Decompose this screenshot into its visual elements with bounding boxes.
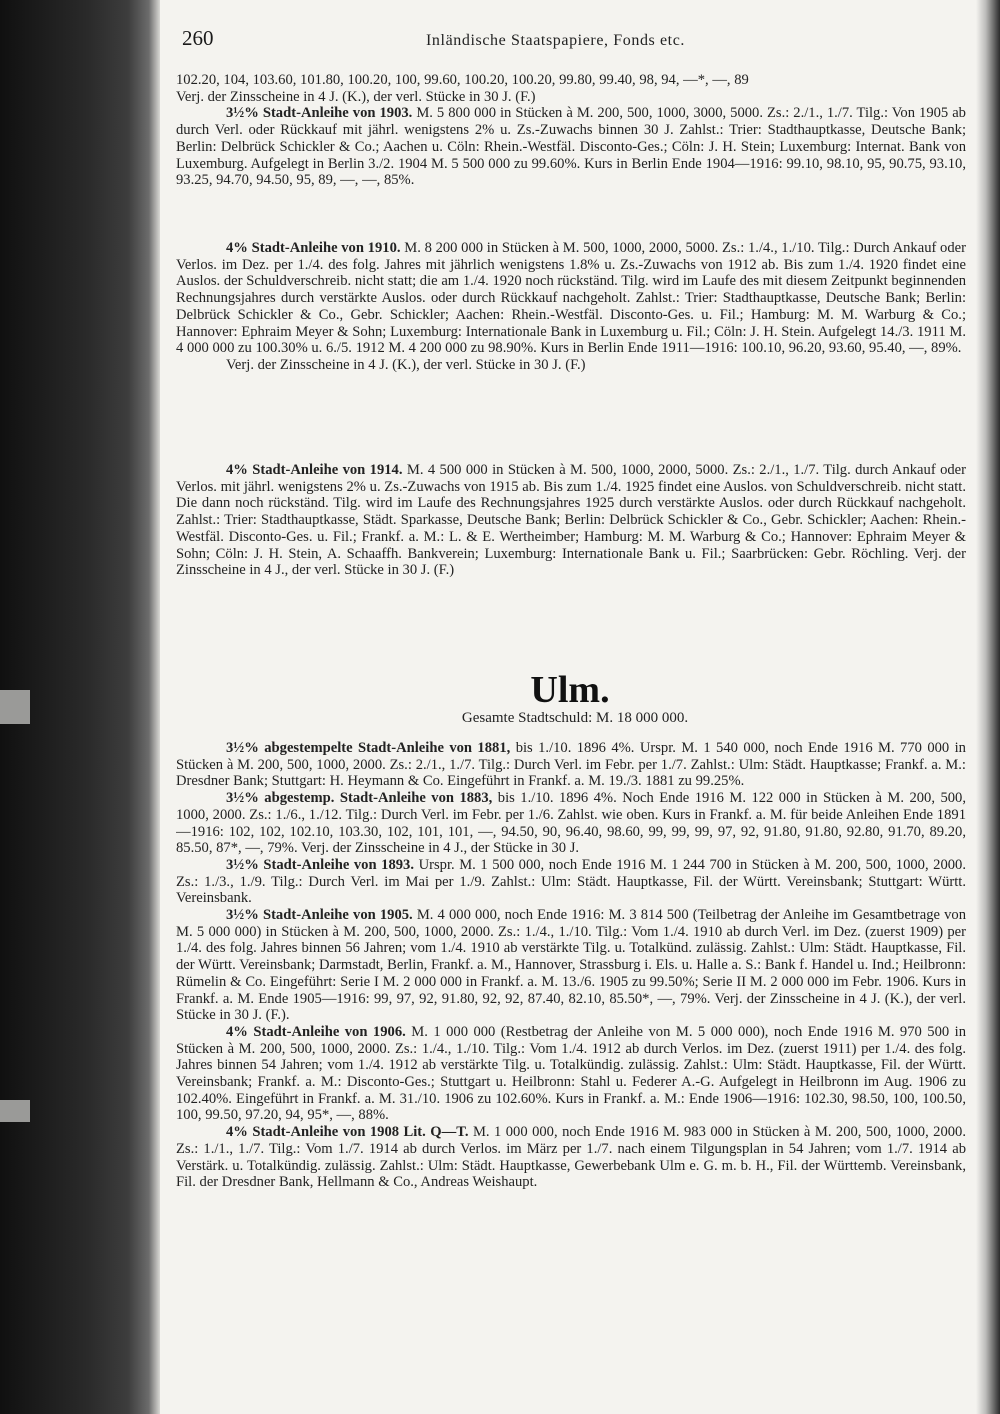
verjaehrung-line: Verj. der Zinsscheine in 4 J. (K.), der verl. Stücke in 30 J. (F.) [226,356,586,373]
entry-title: 4% Stadt-Anleihe von 1914. [226,462,403,478]
entry-body: bis 1./10. 1896 4%. Urspr. M. 1 540 000, noch Ende 1916 M. 770 000 in Stücken à M. 200, 500, 1000, 2000. Zs.: 2./1., 1./7. Tilg.: Durch Verl. im Febr. per 1./7. Zahlst.: Ulm: Städt. Hauptkasse; Frankf. a. M.: Dresdner Bank; Stuttgart: H. Heymann & Co. Eingeführt in Frankf. a. M. 19./3. 1881 zu 99.25%. [176,740,966,790]
entry-title: 4% Stadt-Anleihe von 1908 Lit. Q—T. [226,1124,469,1141]
entry-1908 [176,1124,966,1191]
entry-title: 3½% abgestempelte Stadt-Anleihe von 1881, [226,740,511,756]
entry-1905 [176,907,966,1024]
entry-1903 [176,105,966,189]
entry-title: 4% Stadt-Anleihe von 1910. [226,240,401,256]
running-header: Inländische Staatspapiere, Fonds etc. [426,32,686,49]
entry-body: Urspr. M. 1 500 000, noch Ende 1916 M. 1 244 700 in Stücken à M. 200, 500, 1000, 2000. Zs.: 1./3., 1./9. Tilg.: Durch Verl. im Mai per 1./9. Zahlst.: Ulm: Städt. Hauptkasse, Fil. der Württ. Vereinsbank; Stuttgart: Württ. Vereinsbank. [176,856,966,907]
entry-body: M. 8 200 000 in Stücken à M. 500, 1000, 2000, 5000. Zs.: 1./4., 1./10. Tilg.: Durch Ankauf oder Verlos. im Dez. per 1./4. des folg. Jahres mit jährlich wenigstens 1.8% u. Zs.-Zuwachs von 1912 ab. Bis zum 1./4. 1920 findet eine Auslos. der Schuldverschreib. nicht statt; die am 1./4. 1920 noch rückständ. Tilg. wird im Laufe des mit diesem Zeitpunkt beginnenden Rechnungsjahres durch verstärkte Auslos. oder durch Rückkauf nachgeholt. Zahlst.: Trier: Stadthauptkasse, Deutsche Bank; Berlin: Delbrück Schickler & Co., Gebr. Schickler; Aachen: Rhein.-Westfäl. Disconto-Ges. u. Fil.; Hamburg: M. M. Warburg & Co.; Hannover: Ephraim Meyer & Sohn; Luxemburg: Internationale Bank in Luxemburg u. Fil.; Cöln: J. H. Stein. Aufgelegt 14./3. 1911 M. 4 000 000 zu 100.30% u. 6./5. 1912 M. 4 200 000 zu 98.90%. Kurs in Berlin Ende 1911—1916: 100.10, 96.20, 93.60, 95.40, —, 89%. [176,240,966,357]
entry-body: M. 4 000 000, noch Ende 1916: M. 3 814 500 (Teilbetrag der Anleihe im Gesamtbetrage von M. 5 000 000) in Stücken à M. 200, 500, 1000, 2000. Zs.: 1./4., 1./10. Tilg.: Vom 1./4. 1910 ab durch Verl. im Dez. (zuerst 1909) per 1./4. des folg. Jahres binnen 56 Jahren; vom 1./4. 1910 ab verstärkte Tilg. u. Totalkünd. zulässig. Zahlst.: Ulm: Städt. Hauptkasse, Fil. der Württ. Vereinsbank; Darmstadt, Berlin, Frankf. a. M., Hannover, Strassburg i. Els. u. Halle a. S.: Bank f. Handel u. Ind.; Heilbronn: Rümelin & Co. Eingeführt: Serie I M. 2 000 000 in Frankf. a. M. 13./6. 1905 zu 99.50%; Serie II M. 2 000 000 im Febr. 1906. Kurs in Frankf. a. M. Ende 1905—1916: 99, 97, 92, 91.80, 92, 92, 87.40, 82.10, 85.50*, —, 79%. Verj. der Zinsscheine in 4 J. (K.), der verl. Stücke in 30 J. (F.). [176,907,966,1024]
city-heading: Ulm. [530,669,610,711]
entry-body: M. 5 800 000 in Stücken à M. 200, 500, 1000, 3000, 5000. Zs.: 2./1., 1./7. Tilg.: Von 1905 ab durch Verl. oder Rückkauf mit jährl. wenigstens 2% u. Zs.-Zuwachs binnen 30 J. Zahlst.: Trier: Stadthauptkasse, Deutsche Bank; Berlin: Delbrück Schickler & Co.; Aachen u. Cöln: Rhein.-Westfäl. Disconto-Ges.; Cöln: J. H. Stein; Luxemburg: Internat. Bank von Luxemburg. Aufgelegt in Berlin 3./2. 1904 M. 5 500 000 zu 99.60%. Kurs in Berlin Ende 1904—1916: 99.10, 98.10, 95, 90.75, 93.10, 93.25, 94.70, 94.50, 95, 89, —, —, 85%. [176,105,966,189]
entry-1906 [176,1024,966,1124]
section-ulm [176,740,966,1405]
kurs-line: 102.20, 104, 103.60, 101.80, 100.20, 100, 99.60, 100.20, 100.20, 99.80, 99.40, 98, 94, —*, —, 89 [176,72,749,88]
entry-title: 4% Stadt-Anleihe von 1906. [226,1023,406,1040]
entry-body: M. 4 500 000 in Stücken à M. 500, 1000, 2000, 5000. Zs.: 2./1., 1./7. Tilg. durch Ankauf oder Verlos. mit jährl. wenigstens 2% u. Zs.-Zuwachs von 1915 ab. Bis zum 1./4. 1925 findet eine Auslos. von Schuldverschreib. nicht statt. Die dann noch rückständ. Tilg. wird im Laufe des Rechnungsjahres 1925 durch verstärkte Auslos. oder durch Rückkauf nachgeholt. Zahlst.: Trier: Stadthauptkasse, Städt. Sparkasse, Deutsche Bank; Berlin: Delbrück Schickler & Co., Gebr. Schickler; Aachen: Rhein.-Westfäl. Disconto-Ges. u. Fil.; Frankf. a. M.: L. & E. Wertheimber; Hamburg: M. M. Warburg & Co.; Hannover: Ephraim Meyer & Sohn; Cöln: J. H. Stein, A. Schaaffh. Bankverein; Luxemburg: Internationale Bank u. Fil.; Saarbrücken: Gebr. Röchling. Verj. der Zinsscheine in 4 J., der verl. Stücke in 30 J. (F.) [176,462,966,579]
page-number: 260 [182,26,214,50]
entry-1914 [176,462,966,579]
entry-title: 3½% Stadt-Anleihe von 1905. [226,907,413,924]
entry-body: M. 1 000 000 (Restbetrag der Anleihe von M. 5 000 000), noch Ende 1916 M. 970 500 in Stücken à M. 200, 500, 1000, 2000. Zs.: 1./4., 1./10. Tilg.: Vom 1./4. 1912 ab durch Verlos. im Dez. (zuerst 1911) per 1./4. des folg. Jahres binnen 54 Jahren; vom 1./4. 1912 ab verstärkte Tilg. u. Totalkündig. zulässig. Zahlst.: Ulm: Städt. Hauptkasse, Fil. der Württ. Vereinsbank; Frankf. a. M.: Disconto-Ges.; Stuttgart u. Heilbronn: Stahl u. Federer A.-G. Aufgelegt in Heilbronn im Aug. 1906 zu 102.40%. Eingeführt in Frankf. a. M. 31./10. 1906 zu 102.60%. Kurs in Frankf. a. M.: Ende 1906—1916: 102.30, 98.50, 100, 100.50, 100, 99.50, 97.20, 94, 95*, —, 88%. [176,1023,966,1124]
entry-1910 [176,240,966,357]
entry-title: 3½% abgestemp. Stadt-Anleihe von 1883, [226,790,493,807]
verjaehrung-line: Verj. der Zinsscheine in 4 J. (K.), der verl. Stücke in 30 J. (F.) [176,88,536,105]
total-debt-subheading: Gesamte Stadtschuld: M. 18 000 000. [461,710,689,726]
entry-title: 3½% Stadt-Anleihe von 1903. [226,105,413,122]
section-trier-1910 [176,240,966,465]
entry-1883 [176,790,966,857]
section-trier-1914 [176,462,966,652]
entry-body: bis 1./10. 1896 4%. Noch Ende 1916 M. 122 000 in Stücken à M. 200, 500, 1000, 2000. Zs.: 1./6., 1./12. Tilg.: Durch Verl. im Febr. per 1./6. Zahlst. wie oben. Kurs in Frankf. a. M. für beide Anleihen Ende 1891—1916: 102, 102, 102.10, 103.30, 102, 101, 101, —, 94.50, 90, 96.40, 98.60, 99, 99, 99, 97, 92, 91.80, 91.80, 92.80, 91.70, 89.20, 85.50, 87*, —, 79%. Verj. der Zinsscheine in 4 J., der Stücke in 30 J. [176,790,966,857]
entry-1893 [176,857,966,907]
entry-title: 3½% Stadt-Anleihe von 1893. [226,856,414,873]
entry-1881 [176,740,966,790]
binding-mark [0,1100,30,1122]
entry-body: M. 1 000 000, noch Ende 1916 M. 983 000 in Stücken à M. 200, 500, 1000, 2000. Zs.: 1./1., 1./7. Tilg.: Vom 1./7. 1914 ab durch Verlos. im März per 1./7. nach einem Tilgungsplan in 54 Jahren; vom 1./7. 1914 ab Verstärk. u. Totalkündig. zulässig. Zahlst.: Ulm: Städt. Hauptkasse, Gewerbebank Ulm e. G. m. b. H., Fil. der Württemb. Vereinsbank, Fil. der Dresdner Bank, Hellmann & Co., Andreas Weishaupt. [176,1124,966,1191]
